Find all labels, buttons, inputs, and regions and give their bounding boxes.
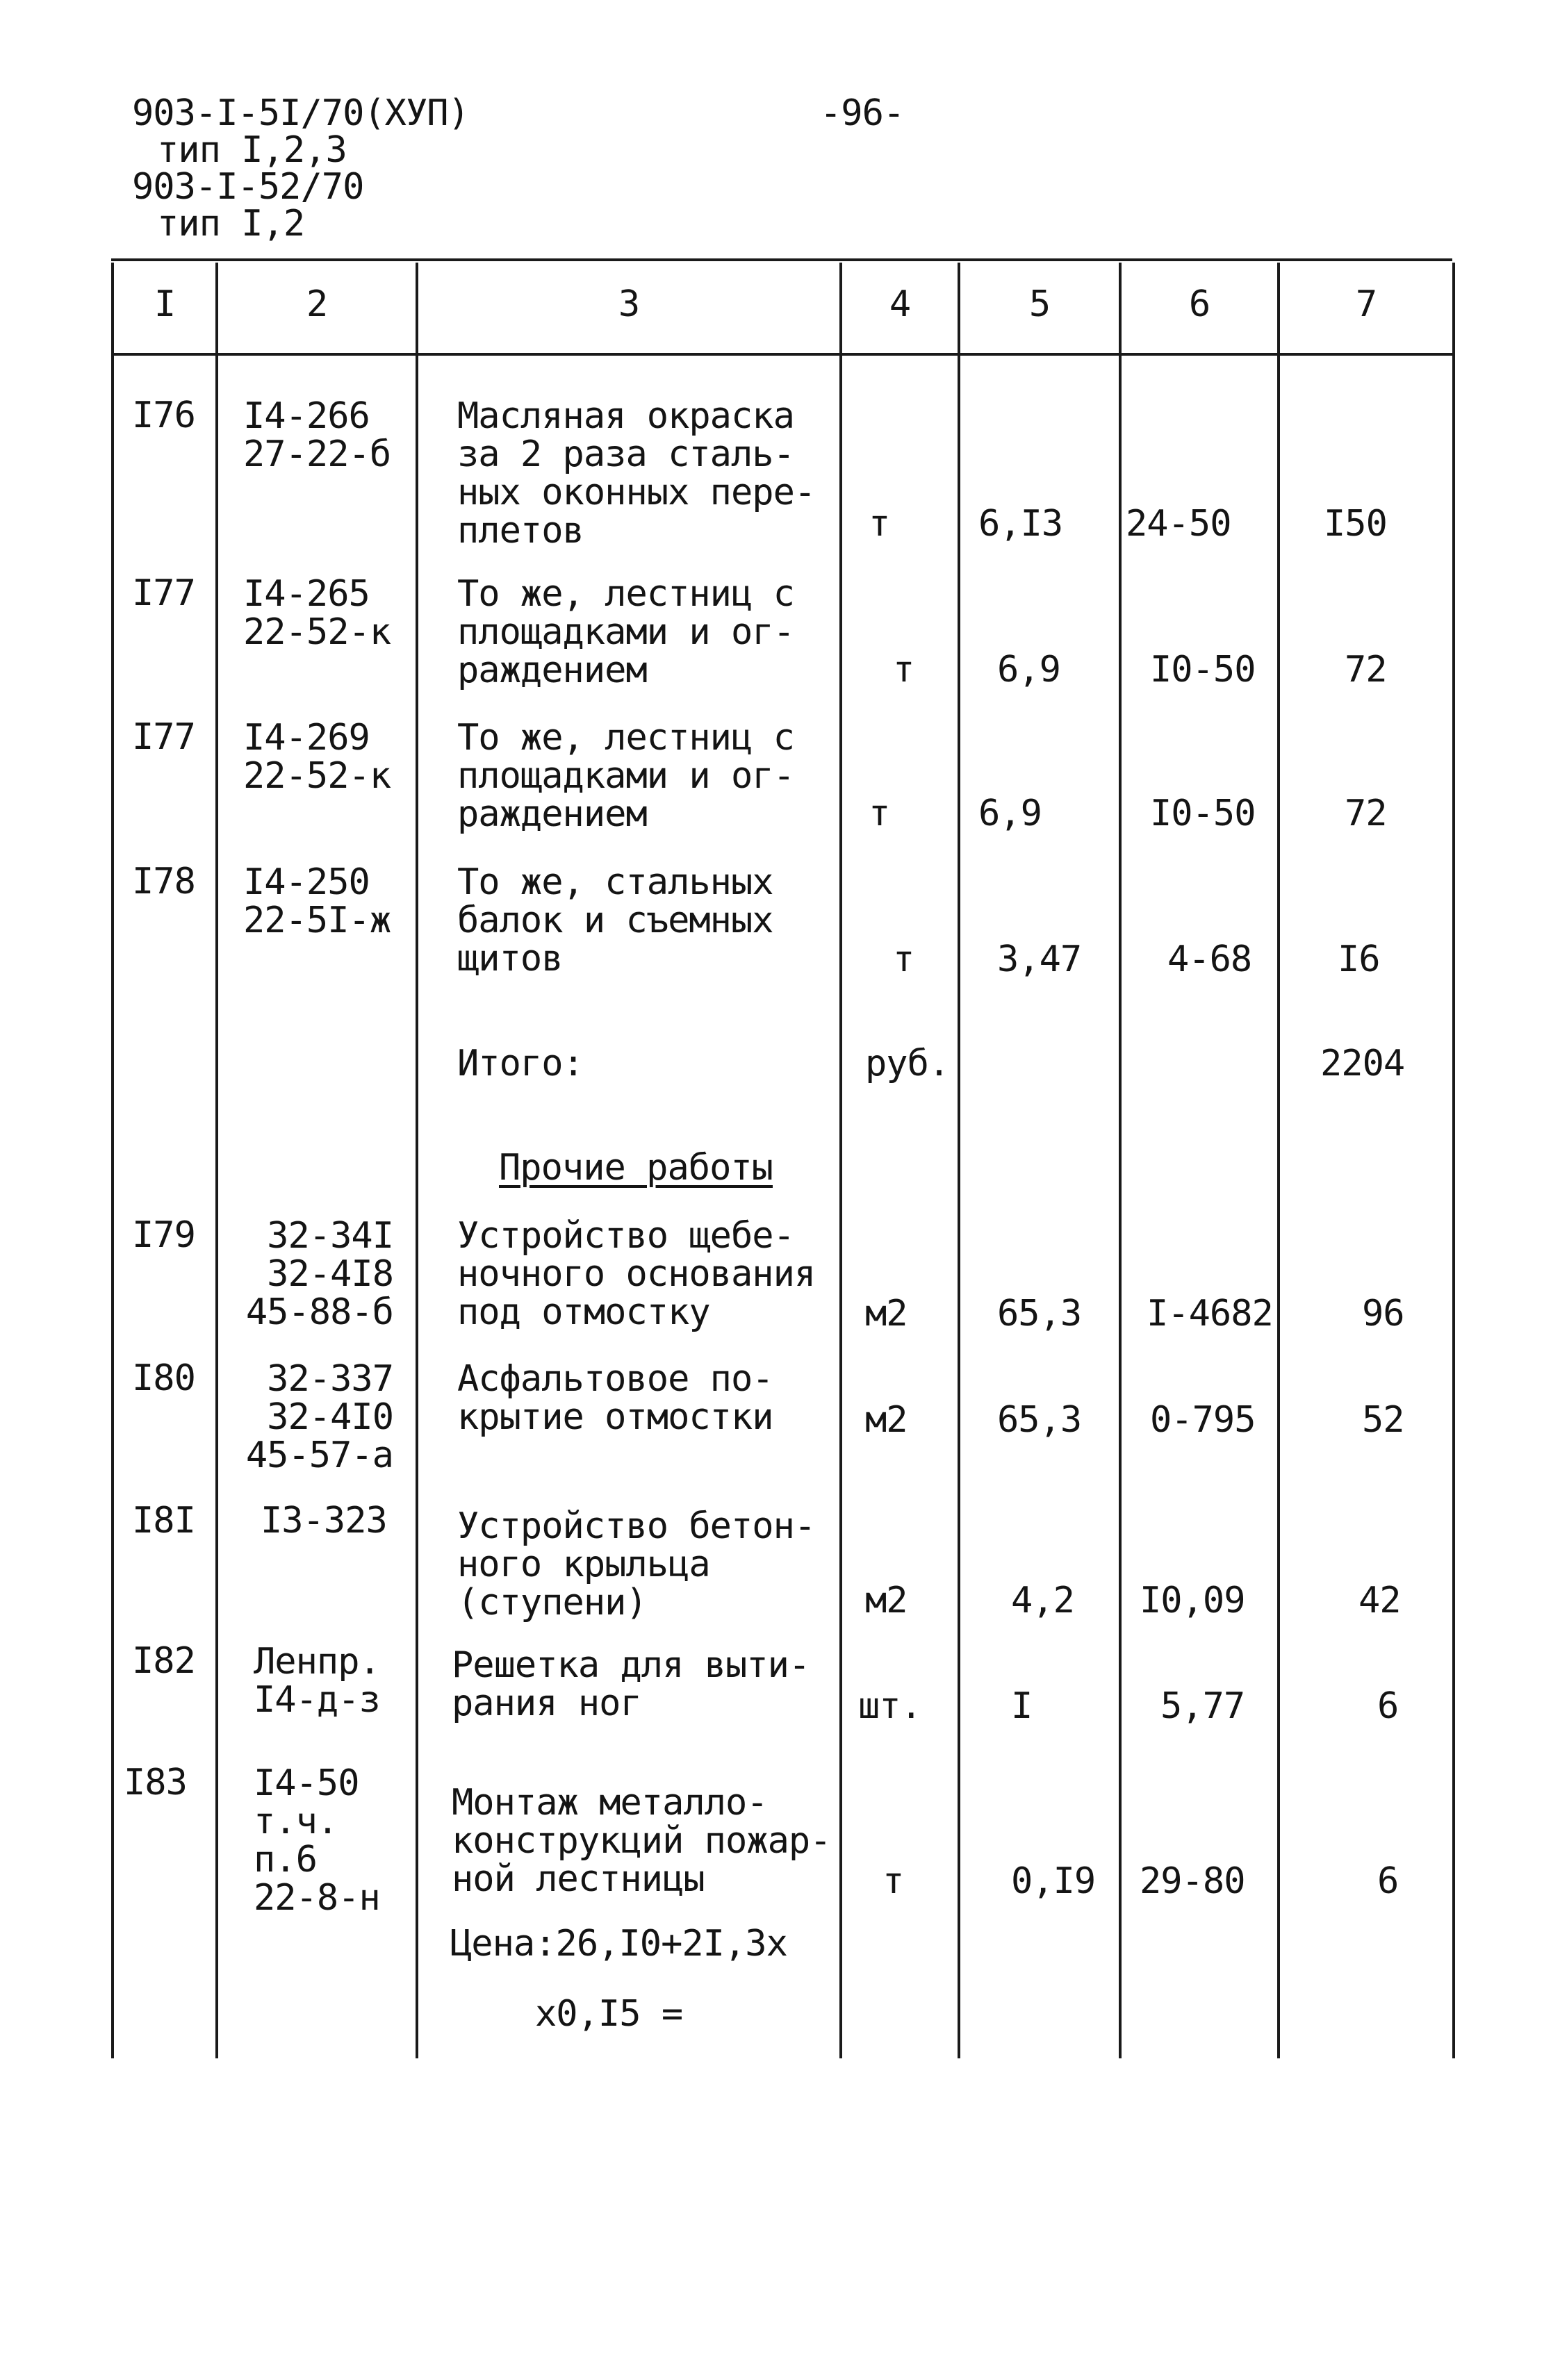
- row-number: I77: [132, 572, 195, 614]
- column-header-5: 5: [1028, 283, 1051, 325]
- column-divider-6: [1277, 263, 1280, 2058]
- row-unit: т: [882, 1860, 904, 1902]
- row-total: 42: [1358, 1580, 1401, 1621]
- row-code: 32-34I 32-4I8 45-88-б: [245, 1215, 393, 1333]
- row-description: То же, лестниц с площадками и ог- раждением: [457, 573, 794, 691]
- row-total: I50: [1324, 503, 1387, 545]
- row-unit: м2: [865, 1399, 908, 1441]
- row-total: 72: [1345, 649, 1387, 691]
- row-unit-price: 4-68: [1167, 939, 1252, 980]
- column-header-2: 2: [306, 283, 328, 325]
- row-unit: шт.: [858, 1685, 921, 1727]
- subtotal-total: 2204: [1320, 1043, 1405, 1084]
- column-divider-2: [416, 263, 418, 2058]
- row-code: 32-337 32-4I0 45-57-а: [245, 1358, 393, 1476]
- row-quantity: 65,3: [997, 1399, 1082, 1441]
- row-unit: м2: [865, 1293, 908, 1334]
- price-note-line-1: Цена:26,I0+2I,3х: [450, 1923, 787, 1965]
- page-number: -96-: [820, 92, 905, 134]
- row-unit-price: I-4682: [1147, 1293, 1273, 1334]
- row-description: Решетка для выти- рания ног: [452, 1644, 810, 1724]
- row-unit-price: I0-50: [1150, 793, 1256, 834]
- row-number: I77: [132, 716, 195, 758]
- row-unit-price: I0-50: [1150, 649, 1256, 691]
- row-code: I4-269 22-52-к: [243, 717, 391, 797]
- document-type-1: тип I,2,3: [157, 129, 347, 171]
- document-type-2: тип I,2: [157, 203, 305, 245]
- column-divider-0: [111, 263, 114, 2058]
- row-number: I79: [132, 1214, 195, 1256]
- row-unit: т: [869, 503, 890, 545]
- row-quantity: 0,I9: [1011, 1860, 1096, 1902]
- row-unit: т: [893, 939, 914, 980]
- column-divider-3: [839, 263, 842, 2058]
- column-header-1: I: [154, 283, 176, 325]
- row-total: 96: [1362, 1293, 1404, 1334]
- row-unit-price: 0-795: [1150, 1399, 1256, 1441]
- row-code: I4-265 22-52-к: [243, 573, 391, 653]
- row-code: I4-266 27-22-б: [243, 395, 391, 475]
- row-code: Ленпр. I4-д-з: [254, 1641, 380, 1721]
- column-header-6: 6: [1188, 283, 1210, 325]
- document-code-2: 903-I-52/70: [132, 166, 364, 208]
- row-quantity: 6,9: [997, 649, 1060, 691]
- row-number: I76: [132, 395, 195, 436]
- row-total: 72: [1345, 793, 1387, 834]
- row-description: Монтаж металло- конструкций пожар- ной лестницы: [452, 1782, 831, 1900]
- column-divider-7: [1452, 263, 1455, 2058]
- row-quantity: 6,I3: [978, 503, 1063, 545]
- row-number: I82: [132, 1640, 195, 1682]
- row-description: Асфальтовое по- крытие отмостки: [457, 1358, 773, 1438]
- document-code-1: 903-I-5I/70(ХУП): [132, 92, 469, 134]
- section-title: Прочие работы: [499, 1147, 773, 1189]
- column-header-7: 7: [1355, 283, 1377, 325]
- row-unit-price: 29-80: [1140, 1860, 1245, 1902]
- column-divider-4: [958, 263, 960, 2058]
- row-code: I4-50 т.ч. п.6 22-8-н: [254, 1762, 380, 1919]
- row-unit-price: I0,09: [1140, 1580, 1245, 1621]
- row-unit-price: 5,77: [1160, 1685, 1245, 1727]
- subtotal-unit: руб.: [865, 1043, 950, 1084]
- row-total: 52: [1362, 1399, 1404, 1441]
- row-number: I8I: [132, 1500, 195, 1542]
- row-total: I6: [1338, 939, 1380, 980]
- row-number: I80: [132, 1357, 195, 1399]
- row-description: То же, лестниц с площадками и ог- раждением: [457, 717, 794, 835]
- row-unit-price: 24-50: [1126, 503, 1231, 545]
- row-total: 6: [1377, 1685, 1399, 1727]
- column-header-3: 3: [618, 283, 640, 325]
- row-unit: т: [869, 793, 890, 834]
- price-note-line-2: х0,I5 =: [535, 1993, 683, 2035]
- row-quantity: 6,9: [978, 793, 1042, 834]
- header-bottom-border: [111, 353, 1452, 356]
- row-quantity: I: [1011, 1685, 1033, 1727]
- row-number: I83: [124, 1762, 187, 1803]
- row-unit: м2: [865, 1580, 908, 1621]
- row-quantity: 3,47: [997, 939, 1082, 980]
- row-number: I78: [132, 861, 195, 902]
- row-description: Масляная окраска за 2 раза сталь- ных оконных пере- плетов: [457, 395, 816, 552]
- column-header-4: 4: [889, 283, 911, 325]
- row-description: Устройство бетон- ного крыльца (ступени): [457, 1505, 816, 1623]
- row-quantity: 4,2: [1011, 1580, 1074, 1621]
- column-divider-5: [1119, 263, 1122, 2058]
- column-divider-1: [215, 263, 218, 2058]
- row-code: I4-250 22-5I-ж: [243, 861, 391, 941]
- row-total: 6: [1377, 1860, 1399, 1902]
- row-code: I3-323: [261, 1500, 387, 1542]
- row-unit: т: [893, 649, 914, 691]
- row-quantity: 65,3: [997, 1293, 1082, 1334]
- row-description: То же, стальных балок и съемных щитов: [457, 861, 773, 980]
- table-top-border: [111, 258, 1452, 261]
- row-description: Устройство щебе- ночного основания под отмостку: [457, 1215, 816, 1333]
- subtotal-label: Итого:: [457, 1043, 584, 1084]
